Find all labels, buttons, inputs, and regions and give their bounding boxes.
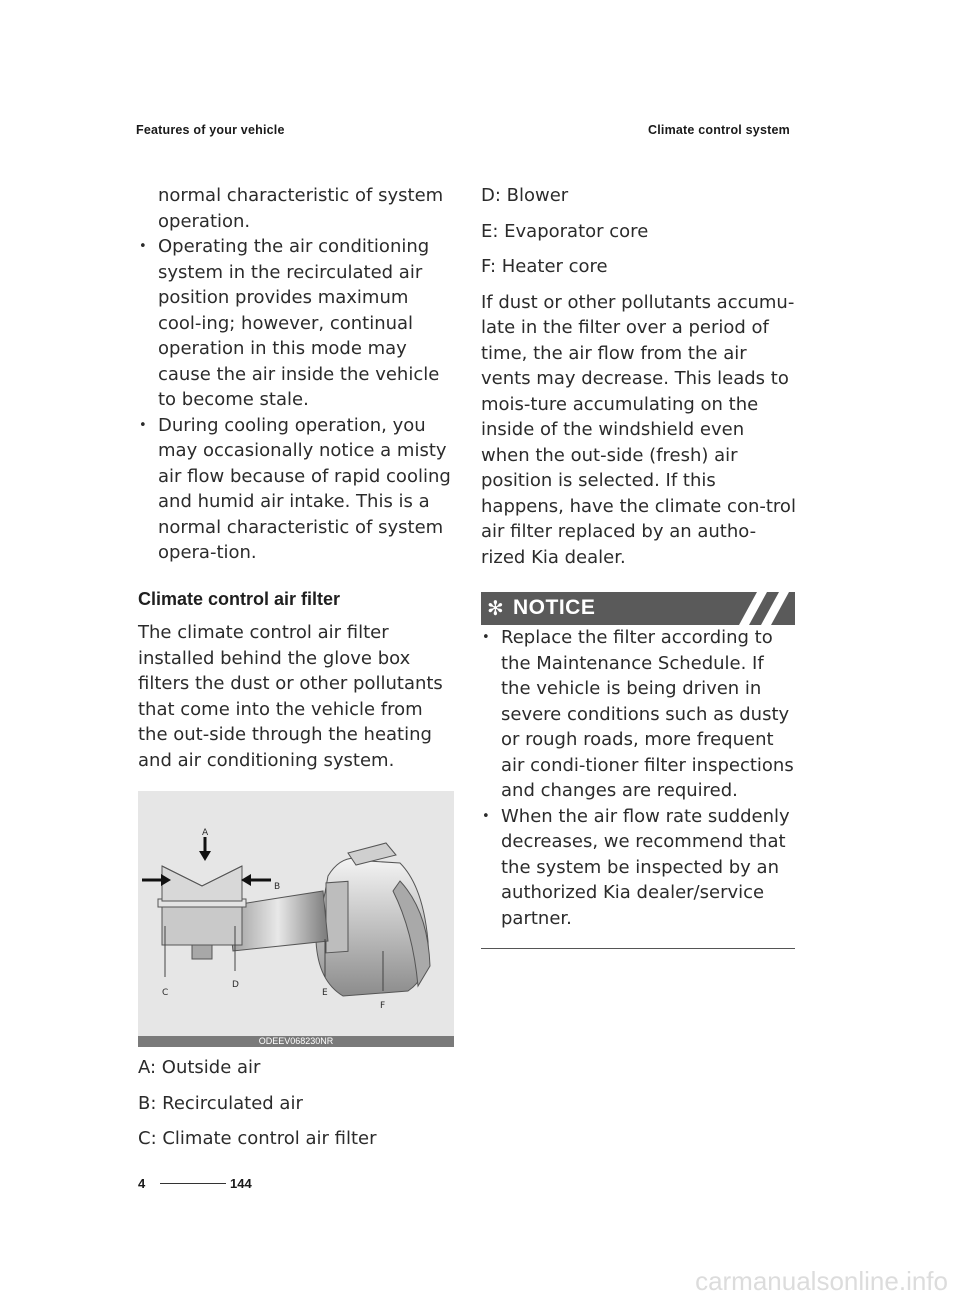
watermark: carmanualsonline.info bbox=[695, 1266, 948, 1296]
notice-list bbox=[481, 625, 797, 931]
divider bbox=[160, 1183, 226, 1184]
hvac-illustration bbox=[138, 791, 454, 1036]
filter-paragraph: If dust or other pollutants accumu-late in the filter over a period of time, the air flow from the air vents may decrease. This leads to mois-ture accumulating on the inside of the windshield even when the out-side (fresh) air position is selected. If this happens, have the climate con-trol air filter replaced by an autho-rized Kia dealer. bbox=[481, 291, 796, 568]
legend-label: B: Recirculated air bbox=[138, 1092, 303, 1114]
divider bbox=[481, 948, 795, 949]
label-letter: E bbox=[322, 988, 328, 998]
list-item: • Operating the air conditioning system in the recirculated air position provides maximum cool-ing; however, continual operation in this mode may cause the air inside the vehicle to become stale. bbox=[138, 234, 454, 413]
stripes-icon bbox=[735, 592, 795, 625]
asterisk-icon: ✻ bbox=[487, 596, 504, 620]
legend-label: E: Evaporator core bbox=[481, 220, 649, 242]
continuation-text: normal characteristic of system operation. bbox=[158, 185, 444, 232]
label-letter: B bbox=[274, 882, 281, 892]
list-item: • During cooling operation, you may occasionally notice a misty air flow because of rapid cooling and humid air intake. This is a normal characteristic of system opera-tion. bbox=[138, 413, 454, 566]
page-number: 144 bbox=[230, 1176, 252, 1191]
right-column bbox=[481, 183, 797, 949]
air-filter-diagram bbox=[138, 791, 454, 1047]
list-item: • Replace the filter according to the Maintenance Schedule. If the vehicle is being driven in severe conditions such as dusty or rough roads, more frequent air condi-tioner filter inspections and changes are required. bbox=[481, 625, 797, 804]
legend-label: D: Blower bbox=[481, 185, 569, 206]
chapter-number: 4 bbox=[138, 1176, 146, 1191]
notice-title: NOTICE bbox=[513, 596, 596, 619]
list-item: • When the air flow rate suddenly decreases, we recommend that the system be inspected by an authorized Kia dealer/service partner. bbox=[481, 804, 797, 932]
bullet-list bbox=[138, 234, 454, 566]
legend-label: F: Heater core bbox=[481, 256, 608, 277]
label-letter: F bbox=[380, 1001, 386, 1011]
figure-code: ODEEV068230NR bbox=[138, 1036, 454, 1047]
notice-header bbox=[481, 592, 795, 625]
left-column bbox=[138, 183, 454, 1152]
legend-label: C: Climate control air filter bbox=[138, 1128, 377, 1149]
section-text: The climate control air filter installed behind the glove box filters the dust or other pollutants that come into the vehicle from the out-side through the heating and air conditioning system. bbox=[138, 622, 443, 771]
header-section-title: Features of your vehicle bbox=[136, 123, 285, 137]
label-letter: C bbox=[162, 988, 169, 998]
header-chapter-title: Climate control system bbox=[648, 123, 790, 137]
legend-label: A: Outside air bbox=[138, 1057, 261, 1078]
label-letter: D bbox=[232, 980, 239, 990]
label-letter: A bbox=[202, 828, 209, 838]
section-title: Climate control air filter bbox=[138, 588, 341, 609]
